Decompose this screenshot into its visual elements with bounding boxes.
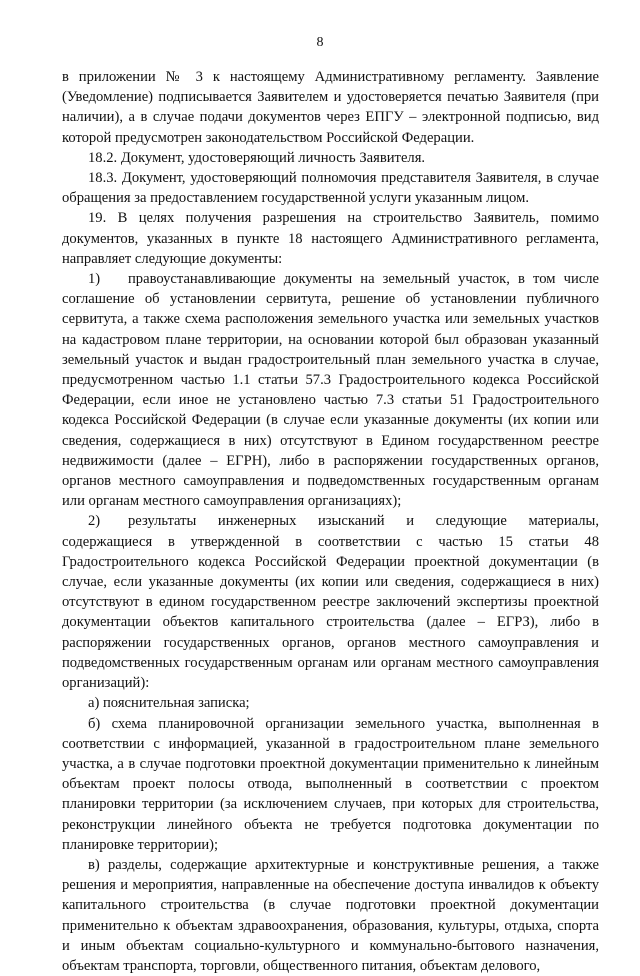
page-number: 8	[316, 35, 324, 50]
paragraph-text: 19. В целях получения разрешения на строительство Заявитель, помимо документов, указанных в пункте 18 настоящего Административного регламента, направляет следующие документы:	[62, 210, 599, 267]
paragraph	[62, 714, 599, 855]
paragraph	[62, 67, 599, 148]
document-body	[62, 67, 599, 976]
paragraph-text: в приложении № 3 к настоящему Административному регламенту. Заявление (Уведомление) подписывается Заявителем и удостоверяется печатью Заявителя (при наличии), а в случае подачи документов через ЕПГУ – электронной подписью, вид которой предусмотрен законодательством Российской Федерации.	[62, 69, 599, 146]
paragraph	[62, 511, 599, 693]
paragraph	[62, 269, 599, 511]
paragraph-text: 18.2. Документ, удостоверяющий личность Заявителя.	[88, 149, 426, 166]
paragraph-text: в) разделы, содержащие архитектурные и конструктивные решения, а также решения и мероприятия, направленные на обеспечение доступа инвалидов к объекту капитального строительства (в случае подготовки проектной документации применительно к объектам здравоохранения, образования, культуры, отдыха, спорта и иным объектам социально-культурного и коммунально-бытового назначения, объектам транспорта, торговли, общественного питания, объектам делового,	[62, 856, 599, 974]
paragraph-text: результаты инженерных изысканий и следующие материалы, содержащиеся в утвержденной в соответствии с частью 15 статьи 48 Градостроительного кодекса Российской Федерации проектной документации (в случае, если указанные документы (их копии или сведения, содержащиеся в них) отсутствуют в едином государственном реестре заключений экспертизы проектной документации объектов капитального строительства (далее – ЕГРЗ), либо в распоряжении государственных органов, органов местного самоуправления и подведомственных государственным органам или органам местного самоуправления организаций):	[62, 513, 599, 692]
list-item-number: 1)	[88, 271, 101, 288]
paragraph-text: 18.3. Документ, удостоверяющий полномочия представителя Заявителя, в случае обращения за предоставлением государственной услуги указанным лицом.	[62, 170, 599, 207]
list-item-number: 2)	[88, 513, 101, 530]
paragraph	[62, 208, 599, 269]
paragraph-text: правоустанавливающие документы на земельный участок, в том числе соглашение об установлении сервитута, решение об установлении публичного сервитута, а также схема расположения земельного участка или земельных участков на кадастровом плане территории, на основании которой был образован указанный земельный участок и выдан градостроительный план земельного участка в случае, предусмотренном частью 1.1 статьи 57.3 Градостроительного кодекса Российской Федерации, если иное не установлено частью 7.3 статьи 51 Градостроительного кодекса Российской Федерации (в случае если указанные документы (их копии или сведения, содержащиеся в них) отсутствуют в Едином государственном реестре недвижимости (далее – ЕГРН), либо в распоряжении государственных органов, органов местного самоуправления и подведомственных государственным органам или органам местного самоуправления организациях);	[62, 271, 599, 510]
paragraph	[62, 693, 599, 713]
paragraph	[62, 148, 599, 168]
paragraph	[62, 855, 599, 976]
paragraph-text: а) пояснительная записка;	[88, 695, 250, 712]
paragraph	[62, 168, 599, 208]
paragraph-text: б) схема планировочной организации земельного участка, выполненная в соответствии с информацией, указанной в градостроительном плане земельного участка, а в случае подготовки проектной документации применительно к линейным объектам проект полосы отвода, выполненный в соответствии с проектом планировки территории (за исключением случаев, при которых для строительства, реконструкции линейного объекта не требуется подготовка документации по планировке территории);	[62, 715, 599, 853]
